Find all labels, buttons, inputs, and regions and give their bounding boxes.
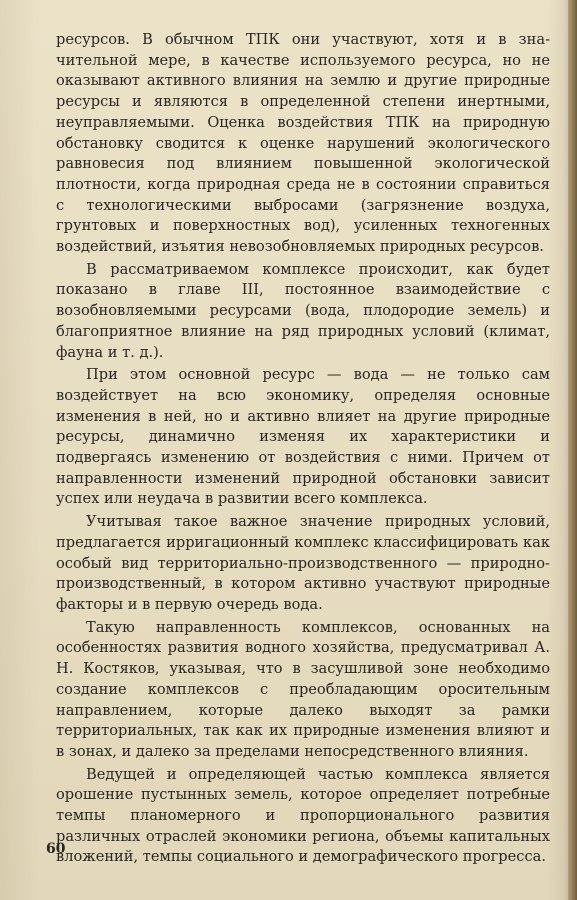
page-binding-edge (568, 0, 577, 900)
paragraph-1: ресурсов. В обычном ТПК они участвуют, хотя и в значительной мере, в качестве используемого ресурса, но не оказывают активного влияния на землю и другие природные ресурсы и являются в определенной степени инертными, неуправляемыми. Оценка воздействия ТПК на природную обстановку сводится к оценке нарушений экологического равновесия под влиянием повышенной экологической плотности, когда природная среда не в состоянии справиться с технологическими выбросами (загрязнение воздуха, грунтовых и поверхностных вод), усиленных техногенных воздействий, изъятия невозобновляемых природных ресурсов. (56, 31, 550, 256)
paragraph-2: В рассматриваемом комплексе происходит, как будет показано в главе III, постоянное взаимодействие с возобновляемыми ресурсами (вода, плодородие земель) и благоприятное влияние на ряд природных условий (климат, фауна и т. д.). (56, 260, 550, 361)
paragraph-4: Учитывая такое важное значение природных условий, предлагается ирригационный комплекс классифицировать как особый вид территориально-производственного — природно-производственный, в котором активно участвуют природные факторы и в первую очередь вода. (56, 513, 550, 613)
body-text (56, 30, 550, 868)
paragraph-5: Такую направленность комплексов, основанных на особенностях развития водного хозяйства, предусматривал А. Н. Костяков, указывая, что в засушливой зоне необходимо создание комплексов с преобладающим оросительным направлением, которые далеко выходят за рамки территориальных, так как их природные изменения влияют и в зонах, и далеко за пределами непосредственного влияния. (56, 618, 550, 760)
paragraph-3: При этом основной ресурс — вода — не только сам воздействует на всю экономику, определяя основные изменения в ней, но и активно влияет на другие природные ресурсы, динамично изменяя их характеристики и подвергаясь изменению от воздействия с ними. Причем от направленности изменений природной обстановки зависит успех или неудача в развитии всего комплекса. (56, 366, 550, 508)
page-number: 60 (46, 841, 66, 857)
paragraph-6: Ведущей и определяющей частью комплекса является орошение пустынных земель, которое определяет потребные темпы планомерного и пропорционального развития различных отраслей экономики региона, объемы капитальных вложений, темпы социального и демографического прогресса. (56, 765, 550, 866)
